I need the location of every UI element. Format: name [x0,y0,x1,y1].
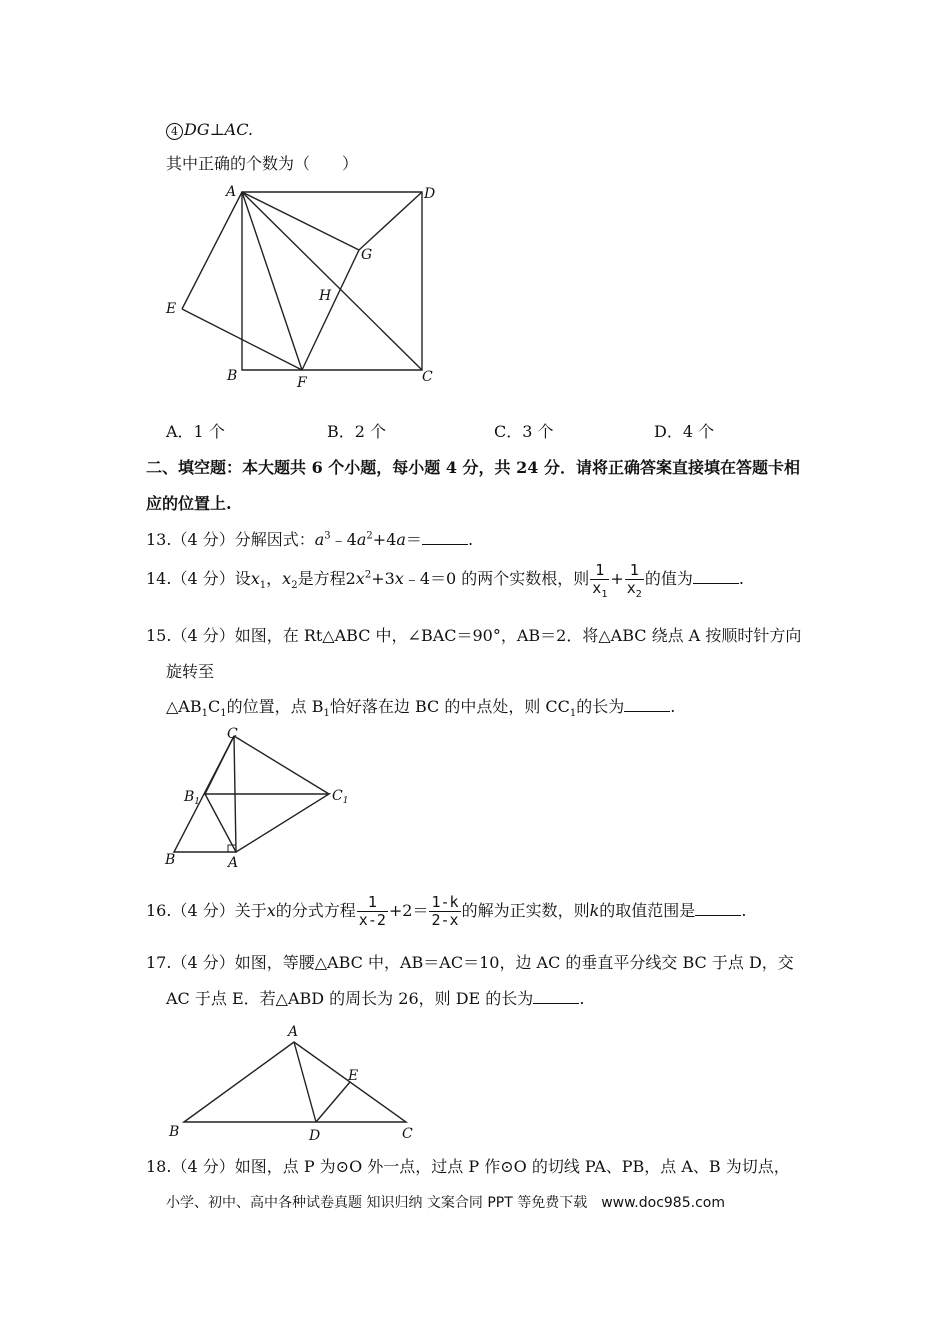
label-b: B [165,852,176,868]
segment-gf [302,250,359,370]
q12-option-d: D．4 个 [654,422,715,441]
question-16: 16.（4 分）关于x的分式方程 $\frac{1}{x-2}$ +2＝ $\frac{1-k}{2-x}$ 的解为正实数，则k的取值范围是 . [146,893,747,929]
label-g: G [361,247,373,263]
segment-b1c [205,736,234,794]
label-e: E [166,301,177,317]
question-15-line1: 15.（4 分）如图，在 Rt△ABC 中，∠BAC＝90°，AB＝2．将△ABC 绕点 A 按顺时针方向 [146,626,802,645]
label-d: D [424,186,436,202]
label-a: A [228,855,239,871]
segment-ag [242,192,359,250]
section-heading-line2: 应的位置上. [146,494,232,513]
q12-option-b: B．2 个 [327,422,387,441]
section-heading-line1: 二、填空题：本大题共 6 个小题，每小题 4 分，共 24 分．请将正确答案直接填在答题卡相 [146,458,800,477]
label-h: H [319,288,332,304]
answer-blank[interactable] [533,989,579,1004]
label-b1: $B_1$ [184,789,201,807]
q12-item-4: 4 DG⊥AC. [166,120,253,140]
label-c: C [402,1126,413,1142]
q12-prompt: 其中正确的个数为（ ） [166,154,359,173]
question-15-line3: $\triangle AB_1C_1$的位置，点 $B_1$恰好落在边 BC 的中点处，则 $CC_1$的长为 . [166,697,676,720]
segment-de [316,1082,350,1122]
label-b: B [227,368,238,384]
label-f: F [297,375,307,390]
segment-ac [242,192,422,370]
answer-blank[interactable] [695,901,741,916]
label-b: B [169,1124,180,1140]
answer-blank[interactable] [422,530,468,545]
page-footer: 小学、初中、高中各种试卷真题 知识归纳 文案合同 PPT 等免费下载 www.doc985.com [166,1195,725,1211]
question-13: 13.（4 分）分解因式：$a^3﹣4a^2+4a=$ . [146,530,474,549]
question-17-line2: AC 于点 E．若△ABD 的周长为 26，则 DE 的长为 . [166,989,585,1008]
q12-option-c: C．3 个 [494,422,554,441]
q12-figure [160,180,450,390]
fraction-1-over-x2: $\frac{1}{x_2}$ [626,561,642,600]
question-17-line1: 17.（4 分）如图，等腰△ABC 中，AB＝AC＝10，边 AC 的垂直平分线交 BC 于点 D，交 [146,953,794,972]
question-18-line1: 18.（4 分）如图，点 P 为⊙O 外一点，过点 P 作⊙O 的切线 PA、PB，点 A、B 为切点， [146,1157,790,1176]
label-c1: $C_1$ [332,788,349,806]
circled-number: 4 [166,123,183,140]
answer-blank[interactable] [693,569,739,584]
q17-figure [160,1020,430,1146]
segment-dg [359,192,422,250]
segment-cc1 [234,736,329,794]
segment-ad [294,1042,316,1122]
label-d: D [309,1128,321,1144]
label-c: C [227,726,238,742]
triangle-ab1c1-lower [205,794,329,852]
question-14: 14.（4 分）设$x_1$，$x_2$是方程$2x^2+3x﹣4=0$ 的两个实数根，则 $\frac{1}{x_1}$ + $\frac{1}{x_2}$ 的值为 . [146,561,744,600]
q12-option-a: A．1 个 [166,422,225,441]
label-a: A [226,184,237,200]
fraction-1-minus-k-over-2-minus-x: $\frac{1-k}{2-x}$ [431,893,459,929]
answer-blank[interactable] [624,697,670,712]
segment-ae [182,192,242,309]
fraction-1-over-x-minus-2: $\frac{1}{x-2}$ [358,893,386,929]
label-a: A [288,1024,299,1040]
triangle-abc [184,1042,406,1122]
label-c: C [422,369,433,385]
label-e: E [348,1068,359,1084]
q15-figure [160,724,360,872]
question-15-line2: 旋转至 [166,662,215,681]
fraction-1-over-x1: $\frac{1}{x_1}$ [592,561,608,600]
